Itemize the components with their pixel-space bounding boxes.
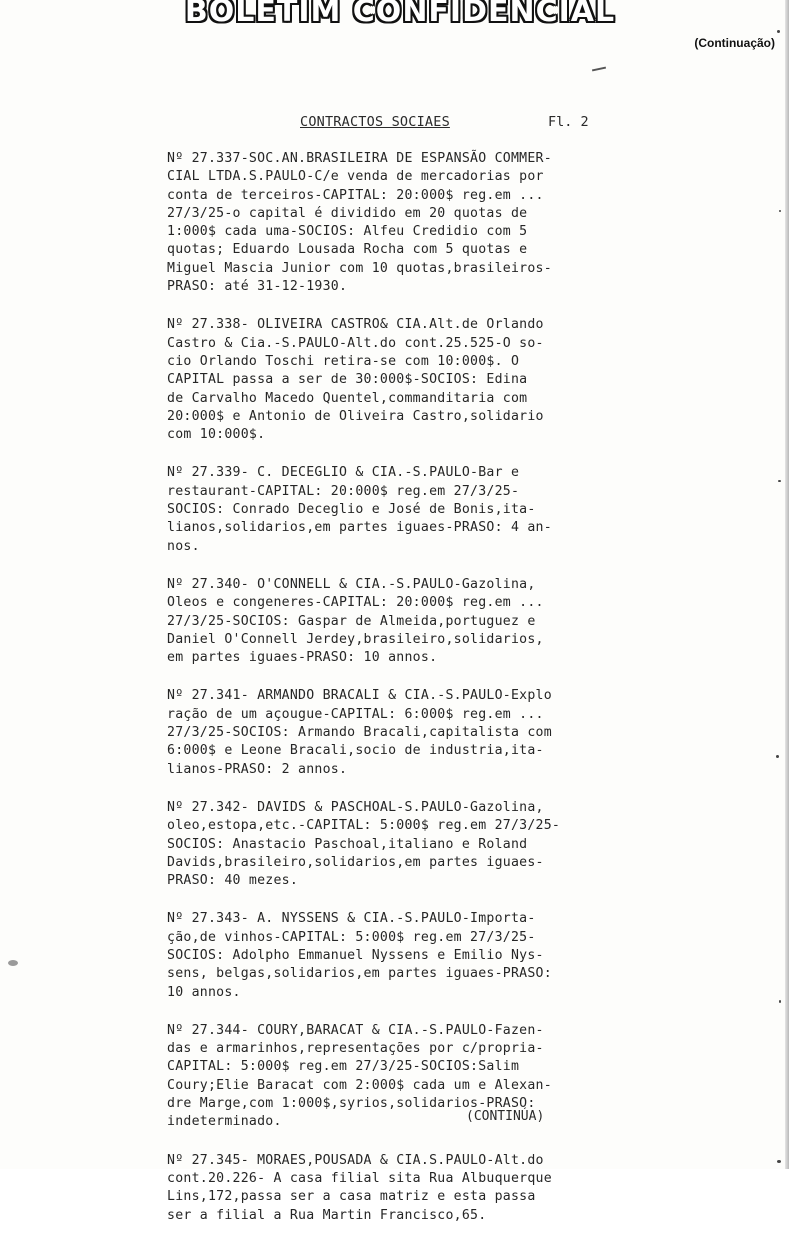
page-edge bbox=[785, 0, 789, 1169]
entry-27341 bbox=[167, 687, 627, 778]
entry-27337 bbox=[167, 150, 627, 296]
entry-line: nos. bbox=[167, 538, 200, 554]
entry-line: Nº 27.338- OLIVEIRA CASTRO& CIA.Alt.de Orlando bbox=[167, 317, 544, 333]
entry-line: Nº 27.337-SOC.AN.BRASILEIRA DE ESPANSÃO COMMER- bbox=[167, 151, 552, 166]
page-edge-specks bbox=[775, 0, 785, 1169]
entry-line: com 10:000$. bbox=[167, 427, 266, 443]
section-header bbox=[300, 114, 630, 130]
entry-line: lianos,solidarios,em partes iguaes-PRASO: 4 an- bbox=[167, 520, 552, 536]
entry-line: SOCIOS: Conrado Deceglio e José de Bonis,ita- bbox=[167, 502, 536, 518]
entry-line: 20:000$ e Antonio de Oliveira Castro,solidario bbox=[167, 408, 544, 424]
continues-label: (CONTINÚA) bbox=[466, 1109, 545, 1124]
entry-line: conta de terceiros-CAPITAL: 20:000$ reg.em ... bbox=[167, 187, 544, 203]
masthead-title: BOLETIM CONFIDENCIAL bbox=[184, 0, 616, 29]
entry-27343 bbox=[167, 910, 627, 1001]
entry-line: Nº 27.345- MORAES,POUSADA & CIA.S.PAULO-Alt.do bbox=[167, 1152, 544, 1168]
entry-line: CAPITAL passa a ser de 30:000$-SOCIOS: Edina bbox=[167, 372, 528, 388]
entry-line: cont.20.226- A casa filial sita Rua Albuquerque bbox=[167, 1170, 552, 1186]
entry-27344 bbox=[167, 1022, 627, 1132]
entry-line: ser a filial a Rua Martin Francisco,65. bbox=[167, 1207, 487, 1223]
entry-line: 6:000$ e Leone Bracali,socio de industria,ita- bbox=[167, 743, 544, 759]
entry-line: Nº 27.344- COURY,BARACAT & CIA.-S.PAULO-Fazen- bbox=[167, 1022, 544, 1038]
entry-line: Nº 27.341- ARMANDO BRACALI & CIA.-S.PAULO-Explo bbox=[167, 688, 552, 704]
entry-line: sens, belgas,solidarios,em partes iguaes-PRASO: bbox=[167, 966, 552, 982]
entry-line: Nº 27.339- C. DECEGLIO & CIA.-S.PAULO-Bar e bbox=[167, 465, 520, 481]
entry-line: 10 annos. bbox=[167, 984, 241, 1000]
entry-27338 bbox=[167, 316, 627, 444]
section-title: CONTRACTOS SOCIAES bbox=[300, 114, 450, 130]
entry-line: Nº 27.343- A. NYSSENS & CIA.-S.PAULO-Importa- bbox=[167, 911, 536, 927]
entries-list bbox=[167, 150, 627, 1245]
entry-line: indeterminado. bbox=[167, 1114, 282, 1130]
entry-line: Coury;Elie Baracat com 2:000$ cada um e Alexan- bbox=[167, 1077, 552, 1093]
entry-line: ração de um açougue-CAPITAL: 6:000$ reg.em ... bbox=[167, 706, 544, 722]
entry-line: 1:000$ cada uma-SOCIOS: Alfeu Credidio com 5 bbox=[167, 224, 528, 240]
entry-27340 bbox=[167, 576, 627, 667]
entry-27339 bbox=[167, 464, 627, 555]
entry-line: Daniel O'Connell Jerdey,brasileiro,solidarios, bbox=[167, 631, 544, 647]
pen-mark bbox=[592, 67, 606, 72]
entry-line: Castro & Cia.-S.PAULO-Alt.do cont.25.525-O so- bbox=[167, 335, 544, 351]
entry-line: 27/3/25-SOCIOS: Armando Bracali,capitalista com bbox=[167, 725, 552, 741]
continuation-label: (Continuação) bbox=[694, 36, 775, 50]
entry-line: CIAL LTDA.S.PAULO-C/e venda de mercadorias por bbox=[167, 169, 544, 185]
entry-line: ção,de vinhos-CAPITAL: 5:000$ reg.em 27/3/25- bbox=[167, 929, 536, 945]
entry-line: PRASO: 40 mezes. bbox=[167, 873, 299, 889]
entry-line: oleo,estopa,etc.-CAPITAL: 5:000$ reg.em 27/3/25- bbox=[167, 818, 561, 834]
entry-line: Davids,brasileiro,solidarios,em partes iguaes- bbox=[167, 854, 544, 870]
entry-line: em partes iguaes-PRASO: 10 annos. bbox=[167, 650, 438, 666]
entry-line: das e armarinhos,representações por c/propria- bbox=[167, 1041, 544, 1057]
entry-line: dre Marge,com 1:000$,syrios,solidarios-PRASO: bbox=[167, 1096, 536, 1112]
entry-line: de Carvalho Macedo Quentel,commanditaria com bbox=[167, 390, 528, 406]
entry-line: restaurant-CAPITAL: 20:000$ reg.em 27/3/25- bbox=[167, 483, 520, 499]
page-folio: Fl. 2 bbox=[548, 114, 589, 130]
entry-line: CAPITAL: 5:000$ reg.em 27/3/25-SOCIOS:Salim bbox=[167, 1059, 520, 1075]
entry-line: 27/3/25-o capital é dividido em 20 quotas de bbox=[167, 205, 528, 221]
entry-line: quotas; Eduardo Lousada Rocha com 5 quotas e bbox=[167, 242, 528, 258]
entry-line: Nº 27.342- DAVIDS & PASCHOAL-S.PAULO-Gazolina, bbox=[167, 799, 544, 815]
entry-line: cio Orlando Toschi retira-se com 10:000$. O bbox=[167, 353, 520, 369]
entry-line: lianos-PRASO: 2 annos. bbox=[167, 761, 348, 777]
entry-line: Miguel Mascia Junior com 10 quotas,brasileiros- bbox=[167, 260, 552, 276]
entry-line: SOCIOS: Anastacio Paschoal,italiano e Roland bbox=[167, 836, 528, 852]
entry-line: 27/3/25-SOCIOS: Gaspar de Almeida,portuguez e bbox=[167, 613, 536, 629]
entry-line: SOCIOS: Adolpho Emmanuel Nyssens e Emilio Nys- bbox=[167, 947, 544, 963]
entry-line: Lins,172,passa ser a casa matriz e esta passa bbox=[167, 1189, 536, 1205]
entry-line: PRASO: até 31-12-1930. bbox=[167, 279, 348, 295]
entry-line: Nº 27.340- O'CONNELL & CIA.-S.PAULO-Gazolina, bbox=[167, 576, 536, 592]
entry-27342 bbox=[167, 799, 627, 890]
paper-smudge bbox=[8, 960, 18, 966]
entry-27345 bbox=[167, 1152, 627, 1225]
entry-line: Oleos e congeneres-CAPITAL: 20:000$ reg.em ... bbox=[167, 595, 544, 611]
